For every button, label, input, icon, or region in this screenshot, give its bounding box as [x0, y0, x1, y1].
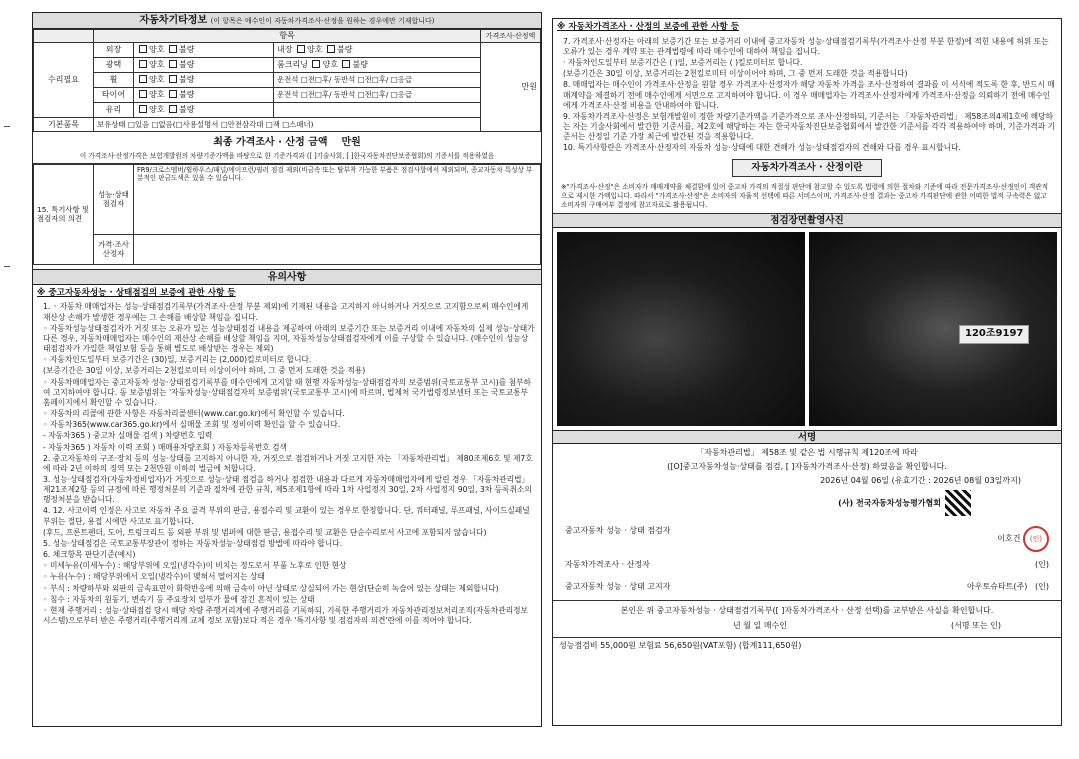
repair-group-label: 수리필요	[34, 43, 94, 118]
good-label: 양호	[149, 75, 165, 84]
note-paragraph: ◦ 자동차365(www.car365.go.kr)에서 실매물 조회 및 정비이력 확인을 할 수 있습니다.	[43, 420, 341, 430]
left-column	[32, 12, 542, 727]
bad-label: 불량	[337, 45, 353, 54]
right-column	[552, 18, 1062, 726]
sign-date: 2026년 04월 06일 (유효기간 : 2026년 08월 03일까지)	[820, 476, 1021, 486]
seal-text: (인)	[1035, 582, 1049, 592]
checkbox[interactable]	[139, 105, 147, 113]
good-label: 양호	[149, 105, 165, 114]
row-label: 광택	[94, 58, 134, 73]
note-paragraph: 5. 성능·상태점검은 국토교통부장관이 정하는 자동차성능·상태점검 방법에 따라야 합니다.	[43, 538, 343, 548]
note-paragraph: ◦ 침수 : 자동차의 원동기, 변속기 등 주요장치 일부가 물에 잠긴 흔적이 있는 상태	[43, 594, 315, 604]
inspector-row	[553, 518, 1061, 560]
inspector-label: 중고자동차 성능 · 상태 점검자	[565, 526, 671, 536]
note-paragraph: 10. 특기사항란은 가격조사·산정자의 자동차 성능·상태에 대한 견해가 성능·상태점검자의 견해와 다를 경우 표시합니다.	[563, 143, 961, 153]
notes-title: 유의사항	[33, 269, 541, 285]
bad-label: 불량	[179, 45, 195, 54]
good-label: 양호	[149, 60, 165, 69]
other-info-title: 자동차기타정보	[139, 15, 208, 26]
row-label: 유리	[94, 103, 134, 118]
notes-section-title: ※ 중고자동차성능 · 상태점검의 보증에 관한 사항 등	[37, 287, 236, 298]
checkbox[interactable]	[139, 45, 147, 53]
license-plate: 120조9197	[959, 325, 1029, 344]
price-box-text: ※"가격조사·산정"은 소비자가 매매계약을 체결함에 있어 중고차 가격의 적절성 판단에 참고할 수 있도록 법령에 의한 절차와 기준에 따라 전문가격조사·산정인이 객관적으로 제시한 가액입니다. 따라서 "가격조사·산정"은 소비자의 자율적 선택에 따른 서비스이며, 가격조사·산정 결과는 중고차 가격판단에 관한 어떠한 법적 구속력은 없고 소비자의 구매여부 결정에 참고자료로 활용됩니다.	[553, 181, 1061, 214]
price-box-title: 자동차가격조사 · 산정이란	[732, 159, 882, 177]
notifier-row	[553, 578, 1061, 601]
document-page	[4, 4, 1075, 755]
note-paragraph: ◦ 자동차성능상태점검자가 거짓 또는 오류가 있는 성능상태점검 내용을 제공하여 아래의 보증기간 또는 보증거리 이내에 자동차의 실제 성능·상태가 다른 경우, 자동차매매업자는 매수인의 재산상 손해를 배상할 책임을 지며, 자동차성능상태점검자에게 이를 구상할 수 있습니다. (매수인이 성능상태점검자가 가입한 책임보험 등을 통해 별도로 배상받는 경우는 제외)	[43, 323, 535, 354]
qr-code-icon	[945, 490, 971, 516]
notifier-label: 중고자동차 성능 · 상태 고지자	[565, 582, 671, 592]
basic-items-label: 기본품목	[34, 118, 94, 132]
row-extra-label: 룸크리닝	[277, 60, 308, 69]
col-item: 항목	[94, 30, 481, 43]
price-inspector-label: 가격·조사 산정자	[94, 234, 134, 264]
good-label: 양호	[149, 45, 165, 54]
cost-line: 성능점검비 55,000원 보험료 56,650원(VAT포함) (합계111,650원)	[559, 641, 802, 651]
checkbox[interactable]	[342, 60, 350, 68]
price-inspector-sign-label: 자동차가격조사 · 산정자	[565, 560, 650, 570]
row-text: 운전석 □전□후/ 동반석 □전□후/ □응급	[274, 88, 481, 103]
photo-title: 점검장면촬영사진	[553, 214, 1061, 228]
note-paragraph: ◦ 현재 주행거리 : 성능·상태점검 당시 해당 차량 주행거리계에 주행거리를 기록하되, 기록한 주행거리가 자동차관리정보처리조직(자동차관리정보시스템)으로부터 받은 주행거리(주행거리계 교체 정보 포함)보다 적은 경우 '특기사항 및 점검자의 의견'란에 이를 적어야 합니다.	[43, 605, 528, 625]
note-paragraph: - 자동차365 ) 중고차 실매물 검색 ) 차량번호 입력	[43, 431, 213, 441]
final-price-row	[33, 132, 541, 152]
basic-items-text: 보유상태 □있음 □없음(□사용설명서 □안전삼각대 □잭 □스패너)	[94, 118, 481, 132]
col-price: 가격조사·산정액	[481, 30, 541, 43]
final-price-title: 최종 가격조사 · 산정 금액	[213, 137, 328, 148]
note-paragraph: ◦ 자동차의 리콜에 관한 사항은 자동차리콜센터(www.car.go.kr)에서 확인할 수 있습니다.	[43, 409, 345, 419]
inspection-photo-rear	[809, 232, 1057, 426]
fold-mark	[4, 266, 10, 267]
checkbox[interactable]	[169, 45, 177, 53]
org-row	[553, 488, 1061, 518]
inspector-name: 이호건	[997, 534, 1021, 544]
note-paragraph: ◦ 자동차인도일부터 보증기간은 (30)일, 보증거리는 (2,000)킬로미터로 합니다.	[43, 355, 312, 365]
bad-label: 불량	[179, 90, 195, 99]
good-label: 양호	[307, 45, 323, 54]
note-paragraph: 7. 가격조사·산정자는 아래의 보증기간 또는 보증거리 이내에 중고자동차 성능·상태점검기록부(가격조사·산정 부분 한정)에 적힌 내용에 허위 또는 오류가 있는 경우 계약 또는 관계법령에 따라 매수인에 대하여 책임을 집니다.	[563, 36, 1049, 56]
note-paragraph: ◦ 부식 : 차량하부와 외판의 금속표면이 화학반응에 의해 금속이 아닌 상태로 상실되어 가는 현상(단순히 녹슬어 있는 상태는 제외합니다)	[43, 583, 499, 593]
seal-stamp-icon: (인)	[1023, 526, 1049, 552]
good-label: 양호	[322, 60, 338, 69]
note-paragraph: 6. 체크항목 판단기준(예시)	[43, 550, 136, 560]
price-inspector-row	[553, 560, 1061, 578]
note-paragraph: 9. 자동차가격조사·산정은 보험개발원이 정한 차량기준가액을 기준가격으로 조사·산정하되, 기준서는 「자동차관리법」 제58조의4제1호에 해당하는 자는 기술사회에서 발간한 기준서를, 제2호에 해당하는 자는 한국자동차진단보증협회에서 발간한 기준서를 각각 적용하여야 하며, 기준가격과 기준서는 산정일 기준 가장 최근에 발간된 것을 적용합니다.	[563, 111, 1056, 142]
receipt-text: 본인은 위 중고자동차성능 · 상태점검기록부([ ]자동차가격조사 · 산정 선택)를 교부받은 사실을 확인합니다.	[620, 606, 994, 616]
checkbox[interactable]	[312, 60, 320, 68]
perf-inspector-text: FR9/크로스멤버/휠하우스/패널/에이프런/필러 점검 제외(비금속 또는 탈부착 가능한 부품은 점검사항에서 제외되며, 종교자동차 특성상 부분적인 판금도색은 있을 수 있습니다.	[134, 164, 541, 234]
checkbox[interactable]	[327, 45, 335, 53]
receipt-date: 년 월 일 매수인	[733, 621, 787, 631]
checkbox[interactable]	[139, 90, 147, 98]
special-label: 15. 특기사항 및 점검자의 의견	[34, 164, 94, 264]
bad-label: 불량	[352, 60, 368, 69]
note-paragraph: ◦ 누유(누수) : 해당부위에서 오일(냉각수)이 맺혀서 떨어지는 상태	[43, 572, 265, 582]
price-unit: 만원	[481, 43, 541, 132]
notifier-name: 아우토슈타트(주)	[967, 582, 1028, 592]
inspection-photos	[553, 228, 1061, 430]
note-paragraph: (보증기간은 30일 이상, 보증거리는 2천킬로미터 이상이어야 하며, 그 중 먼저 도래한 것을 적용)	[43, 366, 366, 376]
row-label: 휠	[94, 73, 134, 88]
note-paragraph: - 자동차365 ) 자동차 이력 조회 ) 매매용차량조회 ) 자동차등록번호 검색	[43, 442, 287, 452]
row-text: 운전석 □전□후/ 동반석 □전□후/ □응급	[274, 73, 481, 88]
checkbox[interactable]	[297, 45, 305, 53]
guarantee-list	[553, 36, 1061, 156]
note-paragraph: · 자동차인도일부터 보증기간은 ( )일, 보증거리는 ( )킬로미터로 합니다.	[563, 58, 803, 68]
other-info-subtitle: (이 항목은 매수인이 자동차가격조사·산정을 원하는 경우에만 기재합니다)	[210, 17, 435, 25]
receipt-row	[553, 618, 1061, 638]
good-label: 양호	[149, 90, 165, 99]
notes-list	[33, 301, 541, 628]
special-notes-table	[33, 164, 541, 265]
note-paragraph: 3. 성능·상태점검자(자동차정비업자)가 거짓으로 성능·상태 점검을 하거나 점검한 내용과 다르게 자동차매매업자에게 알린 경우 「자동차관리법」 제21조제2항 등의 규정에 따른 행정처분의 기준과 절차에 관한 규칙, 제5조제1항에 따라 1차 사업정지 30일, 2차 사업정지 90일, 3차 등록취소의 행정처분을 받습니다.	[43, 474, 532, 505]
row-extra-label: 내장	[277, 45, 293, 54]
note-paragraph: 4. 12. 사고이력 인정은 사고로 자동차 주요 골격 부위의 판금, 용접수리 및 교환이 있는 경우로 한정합니다. 단, 쿼터패널, 루프패널, 사이드실패널 부위는 절단, 용접 시에만 사고로 표기합니다.	[43, 506, 530, 526]
sign-title: 서명	[553, 430, 1061, 444]
row-label: 타이어	[94, 88, 134, 103]
checkbox[interactable]	[169, 60, 177, 68]
checkbox[interactable]	[139, 75, 147, 83]
note-paragraph: ◦ 미세누유(미세누수) : 해당부위에 오일(냉각수)이 비치는 정도로서 부품 노후로 인한 현상	[43, 561, 347, 571]
perf-inspector-label: 성능·상태 점검자	[94, 164, 134, 234]
receipt-sign: (서명 또는 인)	[951, 621, 1001, 631]
checkbox[interactable]	[139, 60, 147, 68]
org-name: (사) 전국자동차성능평가협회	[838, 498, 941, 508]
note-paragraph: 8. 매매업자는 매수인이 가격조사·산정을 원할 경우 가격조사·산정자가 해당 자동차 가격을 조사·산정하여 결과를 이 서식에 적도록 한 후, 반드시 매매계약을 체결하기 전에 매수인에게 서면으로 고지하여야 합니다. 이 경우 매매업자는 가격조사·산정자에게 가격조사·산정을 의뢰하기 전에 매수인에게 가격조사·산정 비용을 안내하여야 합니다.	[563, 80, 1055, 110]
row-label: 외장	[94, 43, 134, 58]
note-paragraph: ◦ 자동차매매업자는 중고자동차 성능·상태점검기록부를 매수인에게 고지할 때 현행 자동차성능·상태점검자의 보증범위(국토교통부 고시)를 첨부하여 고지하여야 합니다. 동 보증범위는 '자동차성능·상태점검자의 보증범위'(국토교통부 고시)에 따르며, 법제처 국가법령정보센터 또는 국토교통부 홈페이지에서 확인할 수 있습니다.	[43, 377, 531, 407]
other-info-header	[33, 13, 541, 29]
note-paragraph: (후드, 프론트펜더, 도어, 트렁크리드 등 외판 부위 및 범퍼에 대한 판금, 용접수리 및 교환은 단순수리로서 사고에 포함되지 않습니다)	[43, 527, 487, 537]
guarantee-title: ※ 자동차가격조사 · 산정의 보증에 관한 사항 등	[557, 22, 739, 32]
bad-label: 불량	[179, 60, 195, 69]
sign-text-1: 「자동차관리법」 제58조 및 같은 법 시행규칙 제120조에 따라	[696, 448, 918, 458]
seal-text: (인)	[1035, 560, 1049, 570]
sign-text-2: ([O]중고자동차성능·상태를 점검, [ ]자동차가격조사·산정) 하였음을 확인합니다.	[667, 462, 947, 472]
fold-mark	[4, 126, 10, 127]
final-price-unit: 만원	[341, 137, 361, 148]
note-paragraph: 2. 중고자동차의 구조·장치 등의 성능·상태를 고지하지 아니한 자, 거짓으로 점검하거나 거짓 고지한 자는 「자동차관리법」 제80조제6호 및 제7호에 따라 2년 이하의 징역 또는 2천만원 이하의 벌금에 처합니다.	[43, 453, 533, 473]
note-paragraph: 1. ◦ 자동차 매매업자는 성능·상태점검기록부(가격조사·산정 부분 제외)에 기재된 내용을 고지하지 아니하거나 거짓으로 고지함으로써 매수인에게 재산상 손해가 발생한 경우에는 그 손해를 배상할 책임을 집니다.	[43, 302, 529, 322]
other-info-table	[33, 29, 541, 132]
checkbox[interactable]	[169, 90, 177, 98]
bad-label: 불량	[179, 75, 195, 84]
bad-label: 불량	[179, 105, 195, 114]
final-price-note: 이 가격조사·산정가격은 보험개발원의 차량기준가액을 바탕으로 한 기준가격과 ([ ]기술사회, [ ]한국자동차진단보증협회)의 기준서를 적용하였음	[33, 152, 541, 164]
checkbox[interactable]	[169, 75, 177, 83]
note-paragraph: (보증기간은 30일 이상, 보증거리는 2천킬로미터 이상이어야 하며, 그 중 먼저 도래한 것을 적용합니다)	[563, 69, 908, 79]
checkbox[interactable]	[169, 105, 177, 113]
inspection-photo-front	[557, 232, 805, 426]
